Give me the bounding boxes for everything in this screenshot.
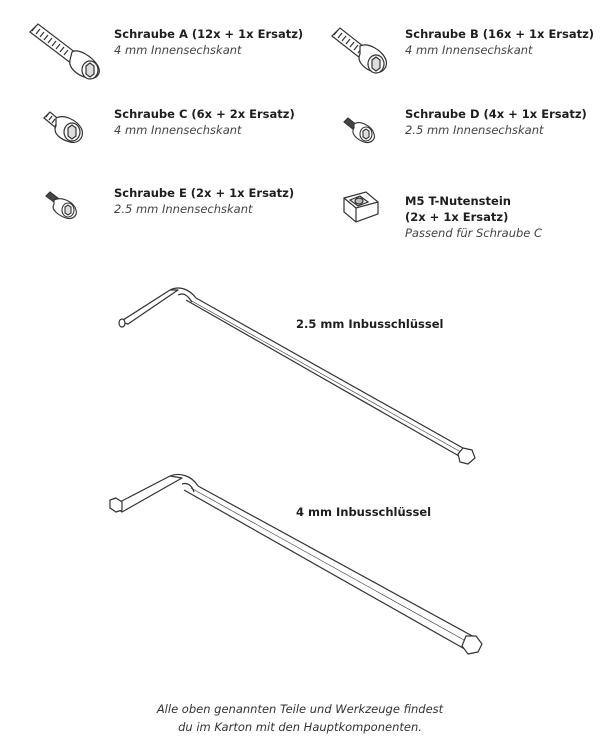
hex-key-label: 4 mm Inbusschlüssel bbox=[296, 505, 432, 519]
hex-key-label: 2.5 mm Inbusschlüssel bbox=[296, 317, 444, 331]
part-name: Schraube E (2x + 1x Ersatz) bbox=[114, 186, 295, 200]
part-detail: 4 mm Innensechskant bbox=[114, 43, 242, 57]
footnote bbox=[0, 700, 600, 736]
part-detail: 2.5 mm Innensechskant bbox=[114, 202, 253, 216]
part-name: Schraube B (16x + 1x Ersatz) bbox=[405, 27, 595, 41]
part-name: Schraube C (6x + 2x Ersatz) bbox=[114, 107, 295, 121]
part-name-line2: (2x + 1x Ersatz) bbox=[405, 210, 509, 224]
footnote-line: du im Karton mit den Hauptkomponenten. bbox=[178, 720, 422, 734]
part-name: M5 T-Nutenstein bbox=[405, 194, 511, 208]
part-detail: Passend für Schraube C bbox=[405, 226, 543, 240]
part-name: Schraube D (4x + 1x Ersatz) bbox=[405, 107, 587, 121]
part-detail: 4 mm Innensechskant bbox=[114, 123, 242, 137]
part-detail: 2.5 mm Innensechskant bbox=[405, 123, 544, 137]
footnote-line: Alle oben genannten Teile und Werkzeuge findest bbox=[156, 702, 444, 716]
part-detail: 4 mm Innensechskant bbox=[405, 43, 533, 57]
part-name: Schraube A (12x + 1x Ersatz) bbox=[114, 27, 304, 41]
